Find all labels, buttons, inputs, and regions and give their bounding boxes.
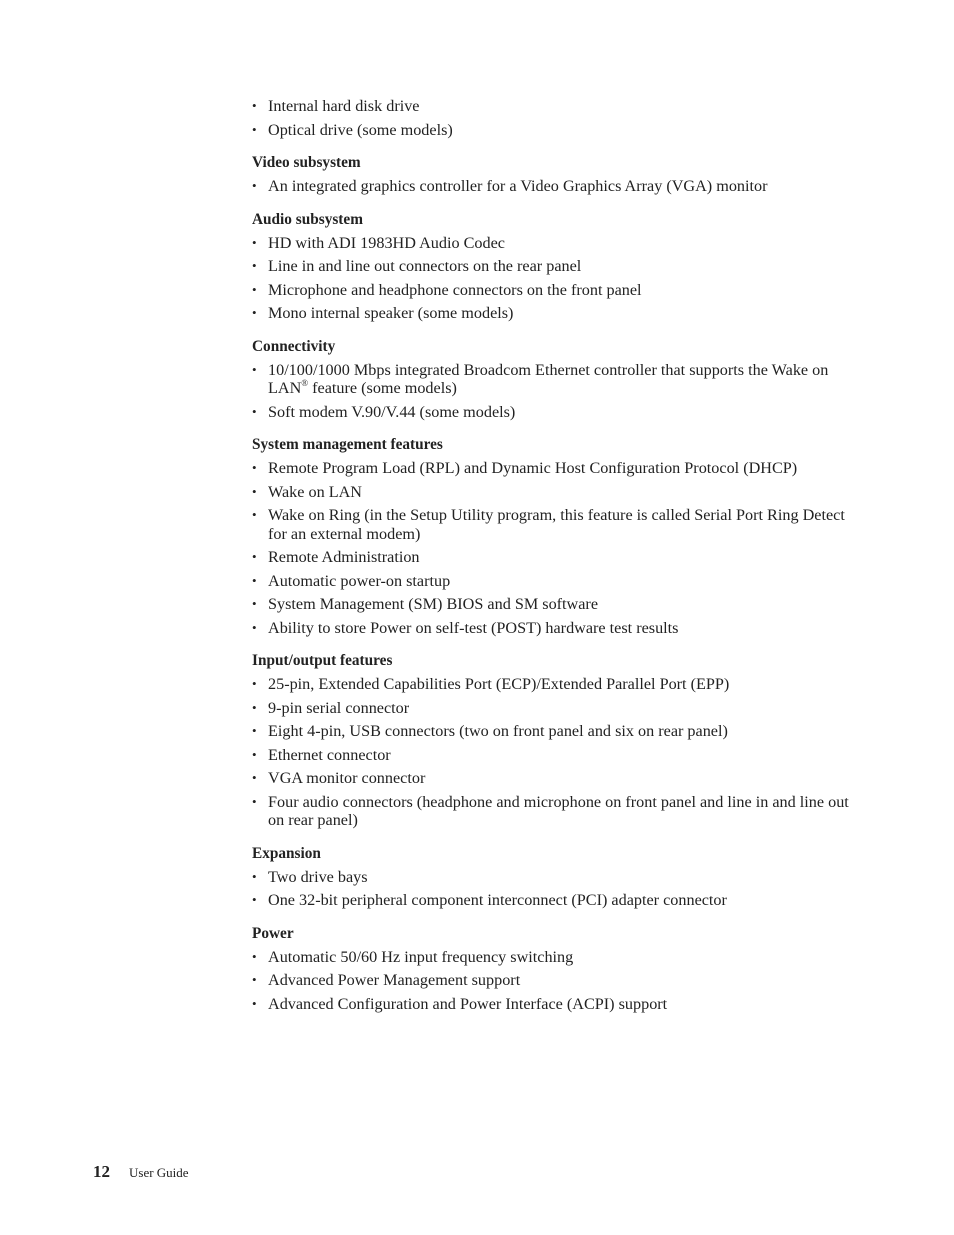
section-heading: Expansion [252, 844, 321, 862]
connectivity-section [252, 338, 852, 422]
power-list [252, 948, 852, 1014]
list-item: • One 32-bit peripheral component interconnect (PCI) adapter connector [252, 891, 852, 910]
list-item: • Advanced Configuration and Power Interface (ACPI) support [252, 995, 852, 1014]
section-heading: Audio subsystem [252, 210, 363, 228]
list-item: • Wake on LAN [252, 483, 852, 502]
list-item: • Soft modem V.90/V.44 (some models) [252, 403, 852, 422]
list-item: • HD with ADI 1983HD Audio Codec [252, 234, 852, 253]
list-item: • Mono internal speaker (some models) [252, 304, 852, 323]
expansion-list [252, 868, 852, 910]
audio-list [252, 234, 852, 323]
connectivity-list [252, 361, 852, 422]
list-item: • Internal hard disk drive [252, 97, 852, 116]
list-item: • Wake on Ring (in the Setup Utility program, this feature is called Serial Port Ring Detect for an external modem) [252, 506, 852, 543]
list-item: • Remote Program Load (RPL) and Dynamic Host Configuration Protocol (DHCP) [252, 459, 852, 478]
video-list [252, 177, 852, 196]
list-item-text: 10/100/1000 Mbps integrated Broadcom Ethernet controller that supports the Wake on LAN [268, 360, 829, 397]
audio-section [252, 211, 852, 323]
list-item: • Ability to store Power on self-test (POST) hardware test results [252, 619, 852, 638]
section-heading: Input/output features [252, 652, 393, 669]
io-list [252, 675, 852, 830]
section-heading: Connectivity [252, 337, 336, 355]
list-item: • 9-pin serial connector [252, 699, 852, 718]
page-content [252, 97, 852, 1013]
list-item: • VGA monitor connector [252, 769, 852, 788]
list-item: • Optical drive (some models) [252, 121, 852, 140]
video-section [252, 154, 852, 196]
list-item [252, 361, 852, 398]
list-item: • 25-pin, Extended Capabilities Port (ECP)/Extended Parallel Port (EPP) [252, 675, 852, 694]
list-item: • Microphone and headphone connectors on the front panel [252, 281, 852, 300]
system-management-list [252, 459, 852, 637]
registered-mark: ® [301, 378, 309, 388]
list-item: • System Management (SM) BIOS and SM software [252, 595, 852, 614]
list-item: • Ethernet connector [252, 746, 852, 765]
power-section [252, 925, 852, 1014]
list-item: • Advanced Power Management support [252, 971, 852, 990]
list-item: • Automatic 50/60 Hz input frequency switching [252, 948, 852, 967]
section-heading: Power [252, 924, 294, 942]
io-section [252, 652, 852, 830]
list-item: • Remote Administration [252, 548, 852, 567]
list-item: • Line in and line out connectors on the rear panel [252, 257, 852, 276]
page-number: 12 [93, 1162, 110, 1181]
system-management-section [252, 436, 852, 637]
list-item: • Two drive bays [252, 868, 852, 887]
list-item: • Four audio connectors (headphone and microphone on front panel and line in and line out on rear panel) [252, 793, 852, 830]
section-heading: System management features [252, 436, 443, 453]
list-item: • Eight 4-pin, USB connectors (two on front panel and six on rear panel) [252, 722, 852, 741]
expansion-section [252, 845, 852, 910]
page-footer [93, 1162, 189, 1182]
list-item: • An integrated graphics controller for a Video Graphics Array (VGA) monitor [252, 177, 852, 196]
guide-title: User Guide [129, 1165, 189, 1180]
section-heading: Video subsystem [252, 154, 361, 171]
list-item-text: feature (some models) [308, 379, 457, 397]
list-item: • Automatic power-on startup [252, 572, 852, 591]
storage-list [252, 97, 852, 139]
